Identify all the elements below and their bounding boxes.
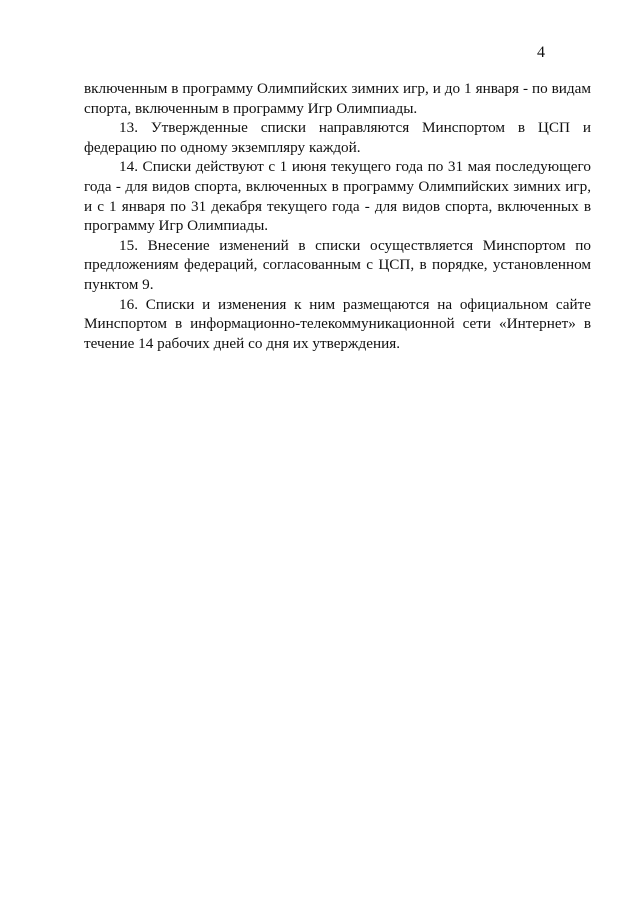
paragraph-continuation: включенным в программу Олимпийских зимних игр, и до 1 января - по видам спорта, включенным в программу Игр Олимпиады. [84,80,591,117]
paragraph-16: 16. Списки и изменения к ним размещаются на официальном сайте Минспортом в информационно-телекоммуникационной сети «Интернет» в течение 14 рабочих дней со дня их утверждения. [84,295,591,352]
page-number: 4 [537,44,545,61]
paragraph-13: 13. Утвержденные списки направляются Минспортом в ЦСП и федерацию по одному экземпляру каждой. [84,119,591,156]
document-body [84,79,591,353]
paragraph-14: 14. Списки действуют с 1 июня текущего года по 31 мая последующего года - для видов спорта, включенных в программу Олимпийских зимних игр, и с 1 января по 31 декабря текущего года - для видов спорта, включенных в программу Игр Олимпиады. [84,158,591,235]
paragraph-15: 15. Внесение изменений в списки осуществляется Минспортом по предложениям федераций, согласованным с ЦСП, в порядке, установленном пунктом 9. [84,236,591,293]
